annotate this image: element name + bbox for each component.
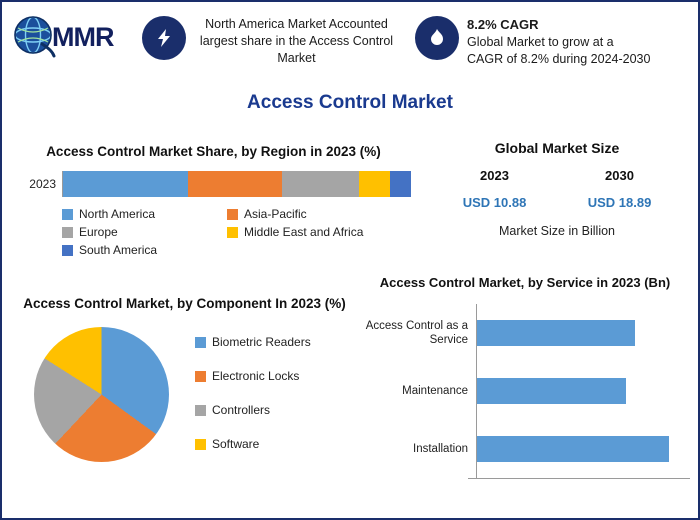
cagr-title: 8.2% CAGR [467,17,539,32]
service-track [476,304,690,362]
legend-label: Controllers [212,403,271,417]
page-title: Access Control Market [247,92,453,113]
global-market-size-values [432,195,682,210]
service-chart-title: Access Control Market, by Service in 2023 (Bn) [379,275,671,290]
service-revenue-chart [360,274,690,479]
legend-item [62,243,227,257]
legend-swatch-biometric-readers [195,337,206,348]
region-category-label: 2023 [29,177,56,191]
legend-label: Europe [79,225,118,239]
legend-label: Asia-Pacific [244,207,307,221]
global-market-size-title: Global Market Size [494,140,620,156]
header-highlight-cagr [415,10,688,68]
legend-swatch-asia-pacific [227,209,238,220]
legend-swatch-north-america [62,209,73,220]
component-chart-title: Access Control Market, by Component In 2023 (%) [23,296,346,311]
global-market-size-panel [432,140,682,238]
legend-swatch-controllers [195,405,206,416]
legend-label: Software [212,437,260,451]
region-segment-north-america [63,171,188,197]
header-highlight-cagr-block [467,10,652,68]
service-label-maintenance: Maintenance [402,385,468,397]
legend-swatch-mea [227,227,238,238]
flame-icon [415,16,459,60]
service-row [360,420,690,478]
legend-label: Biometric Readers [212,335,311,349]
legend-item [227,225,392,239]
legend-item [227,207,392,221]
gms-year-2030: 2030 [605,168,634,183]
service-label-acaas: Access Control as a Service [365,320,468,346]
legend-label: Electronic Locks [212,369,300,383]
region-segment-mea [359,171,390,197]
legend-label: North America [79,207,156,221]
legend-item [195,403,311,417]
service-track [476,420,690,478]
global-market-size-footnote: Market Size in Billion [498,224,615,238]
legend-swatch-software [195,439,206,450]
legend-swatch-electronic-locks [195,371,206,382]
lightning-bolt-icon [142,16,186,60]
legend-label: South America [79,243,158,257]
service-bar-maintenance [477,378,626,404]
legend-item [195,335,311,349]
legend-swatch-south-america [62,245,73,256]
legend-item [195,437,311,451]
component-legend [195,335,311,471]
service-row [360,362,690,420]
component-pie [34,327,169,462]
cagr-text: Global Market to grow at a CAGR of 8.2% during 2024-2030 [467,35,651,66]
region-segment-europe [282,171,359,197]
component-share-chart [12,294,357,471]
legend-item [62,207,227,221]
global-market-size-years [432,168,682,183]
header-highlight-region [142,10,415,67]
component-chart-plot [12,321,357,471]
gms-value-2030: USD 18.89 [587,195,652,210]
gms-year-2023: 2023 [480,168,509,183]
service-track [476,362,690,420]
service-label-installation: Installation [413,443,468,455]
header [2,2,698,88]
region-chart-title: Access Control Market Share, by Region in 2023 (%) [46,144,381,159]
service-bar-acaas [477,320,635,346]
region-segment-asia-pacific [188,171,282,197]
legend-label: Middle East and Africa [244,225,364,239]
region-share-chart [16,142,411,261]
service-bar-installation [477,436,669,462]
region-stacked-bar [62,171,411,197]
region-segment-south-america [390,171,411,197]
service-x-axis [468,478,690,479]
legend-item [62,225,227,239]
region-legend [62,207,402,261]
legend-swatch-europe [62,227,73,238]
service-chart-plot [360,304,690,479]
gms-value-2023: USD 10.88 [462,195,527,210]
legend-item [195,369,311,383]
header-highlight-region-text: North America Market Accounted largest share in the Access Control Market [199,17,394,65]
region-chart-plot [16,171,411,197]
service-row [360,304,690,362]
brand-name: MMR [52,21,114,52]
brand-logo [12,10,142,60]
